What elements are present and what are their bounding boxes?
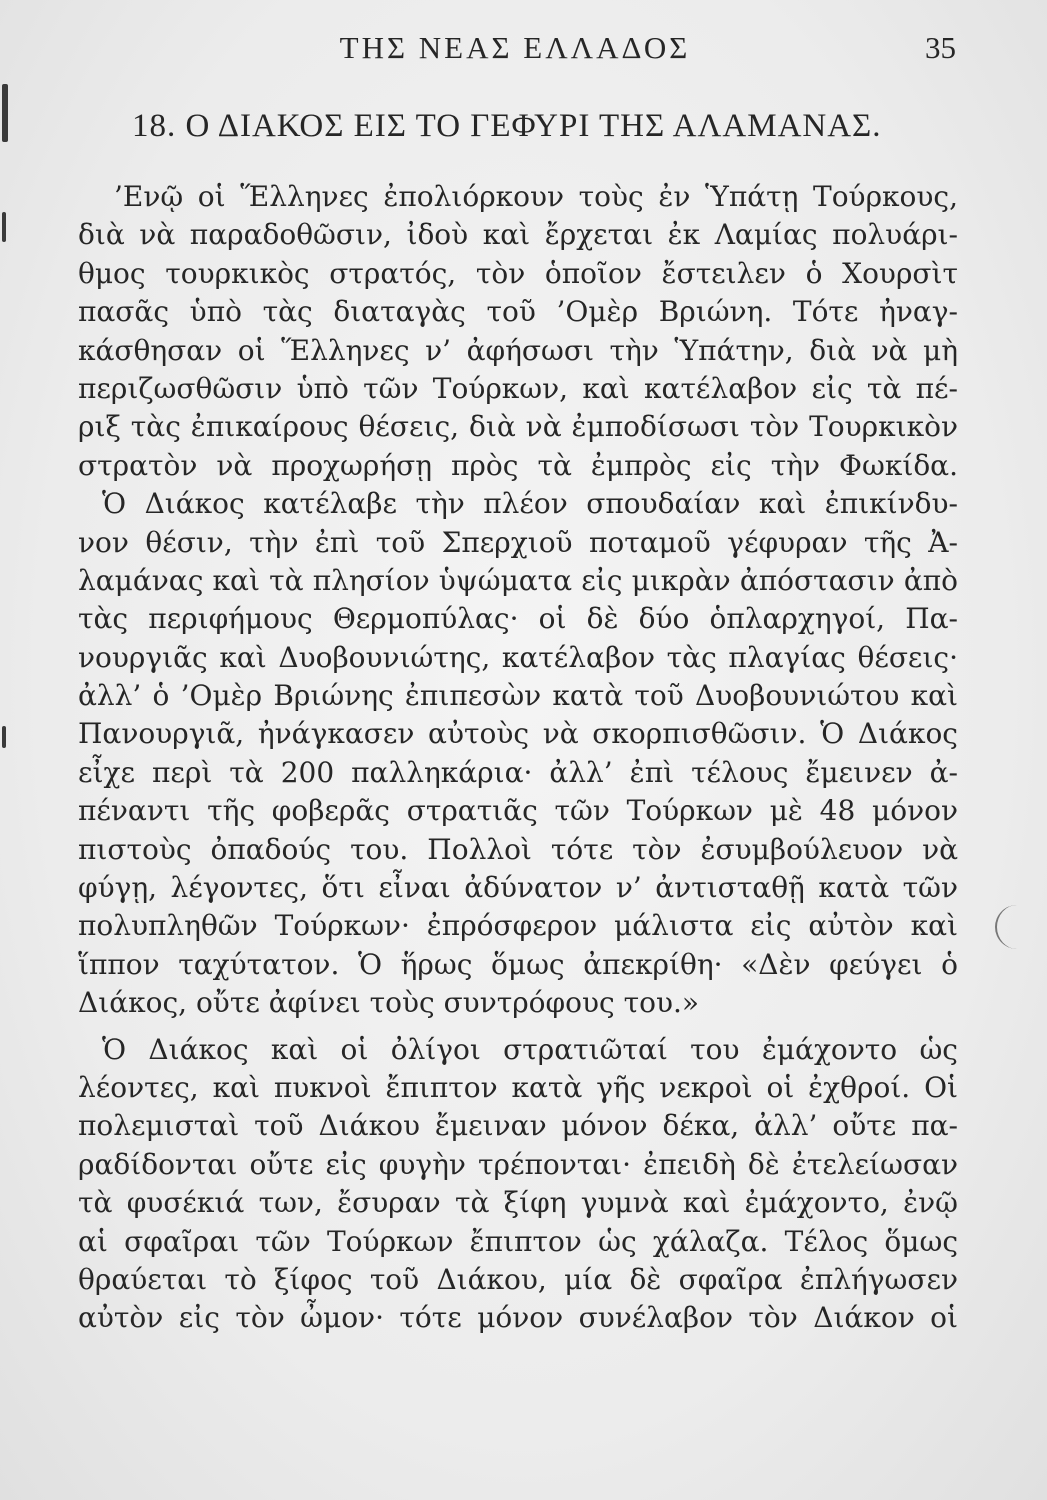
body-text (78, 178, 958, 1338)
text-line: κάσθησαν οἱ Ἕλληνες ν’ ἀφήσωσι τὴν Ὑπάτην, διὰ νὰ μὴ (78, 333, 958, 367)
page-number: 35 (925, 30, 956, 65)
text-line: πολεμισταὶ τοῦ Διάκου ἔμειναν μόνον δέκα, ἀλλ’ οὔτε πα- (78, 1109, 958, 1143)
text-line: λέοντες, καὶ πυκνοὶ ἔπιπτον κατὰ γῆς νεκροὶ οἱ ἐχθροί. Οἱ (78, 1070, 958, 1104)
text-line: εἶχε περὶ τὰ 200 παλληκάρια· ἀλλ’ ἐπὶ τέλους ἔμεινεν ἀ- (78, 755, 958, 789)
text-line: λαμάνας καὶ τὰ πλησίον ὑψώματα εἰς μικρὰν ἀπόστασιν ἀπὸ (78, 563, 958, 597)
scan-edge-mark (2, 726, 6, 748)
text-line: θμος τουρκικὸς στρατός, τὸν ὁποῖον ἔστειλεν ὁ Χουρσὶτ (78, 256, 958, 290)
text-line: ραδίδονται οὔτε εἰς φυγὴν τρέπονται· ἐπειδὴ δὲ ἐτελείωσαν (78, 1147, 958, 1181)
margin-mark (995, 905, 1023, 949)
text-line: πασᾶς ὑπὸ τὰς διαταγὰς τοῦ ’Ομὲρ Βριώνη. Τότε ἠναγ- (78, 295, 958, 329)
text-line: διὰ νὰ παραδοθῶσιν, ἰδοὺ καὶ ἔρχεται ἐκ Λαμίας πολυάρι- (78, 218, 958, 252)
text-line: αὐτὸν εἰς τὸν ὦμον· τότε μόνον συνέλαβον τὸν Διάκον οἱ (78, 1301, 958, 1335)
running-title: ΤΗΣ ΝΕΑΣ ΕΛΛΑΔΟΣ (339, 30, 691, 65)
text-line: ’Ενῷ οἱ Ἕλληνες ἐπολιόρκουν τοὺς ἐν Ὑπάτῃ Τούρκους, (114, 180, 958, 213)
text-line: νον θέσιν, τὴν ἐπὶ τοῦ Σπερχιοῦ ποταμοῦ γέφυραν τῆς Ἀ- (78, 525, 958, 559)
text-line: Ὁ Διάκος κατέλαβε τὴν πλέον σπουδαίαν καὶ ἐπικίνδυ- (102, 487, 958, 521)
text-line: Πανουργιᾶ, ἠνάγκασεν αὐτοὺς νὰ σκορπισθῶσιν. Ὁ Διάκος (78, 717, 958, 751)
scan-edge-mark (2, 84, 8, 142)
text-line: Διάκος, οὔτε ἀφίνει τοὺς συντρόφους του.» (78, 986, 700, 1020)
text-line: νουργιᾶς καὶ Δυοβουνιώτης, κατέλαβον τὰς πλαγίας θέσεις· (78, 640, 958, 674)
text-line: Ὁ Διάκος καὶ οἱ ὀλίγοι στρατιῶταί του ἐμάχοντο ὡς (102, 1032, 958, 1066)
text-line: τὰ φυσέκιά των, ἔσυραν τὰ ξίφη γυμνὰ καὶ ἐμάχοντο, ἐνῷ (78, 1186, 958, 1220)
text-line: πέναντι τῆς φοβερᾶς στρατιᾶς τῶν Τούρκων μὲ 48 μόνον (78, 794, 958, 828)
text-line: ριξ τὰς ἐπικαίρους θέσεις, διὰ νὰ ἐμποδίσωσι τὸν Τουρκικὸν (78, 410, 958, 444)
running-header (70, 30, 960, 70)
text-line: περιζωσθῶσιν ὑπὸ τῶν Τούρκων, καὶ κατέλαβον εἰς τὰ πέ- (78, 371, 958, 405)
text-line: αἱ σφαῖραι τῶν Τούρκων ἔπιπτον ὡς χάλαζα. Τέλος ὅμως (78, 1224, 958, 1258)
text-line: πιστοὺς ὀπαδούς του. Πολλοὶ τότε τὸν ἐσυμβούλευον νὰ (78, 832, 958, 866)
text-line: φύγῃ, λέγοντες, ὅτι εἶναι ἀδύνατον ν’ ἀντισταθῇ κατὰ τῶν (78, 871, 958, 905)
text-line: θραύεται τὸ ξίφος τοῦ Διάκου, μία δὲ σφαῖρα ἐπλήγωσεν (78, 1262, 958, 1296)
chapter-heading: 18. Ο ΔΙΑΚΟΣ ΕΙΣ ΤΟ ΓΕΦΥΡΙ ΤΗΣ ΑΛΑΜΑΝΑΣ. (132, 108, 882, 144)
text-line: στρατὸν νὰ προχωρήσῃ πρὸς τὰ ἐμπρὸς εἰς τὴν Φωκίδα. (78, 448, 958, 482)
text-line: ἵππον ταχύτατον. Ὁ ἥρως ὅμως ἀπεκρίθη· «Δὲν φεύγει ὁ (78, 947, 958, 981)
text-line: ἀλλ’ ὁ ’Ομὲρ Βριώνης ἐπιπεσὼν κατὰ τοῦ Δυοβουνιώτου καὶ (78, 679, 958, 713)
text-line: τὰς περιφήμους Θερμοπύλας· οἱ δὲ δύο ὁπλαρχηγοί, Πα- (78, 602, 958, 636)
scan-edge-mark (2, 212, 6, 242)
text-line: πολυπληθῶν Τούρκων· ἐπρόσφερον μάλιστα εἰς αὐτὸν καὶ (78, 909, 958, 943)
